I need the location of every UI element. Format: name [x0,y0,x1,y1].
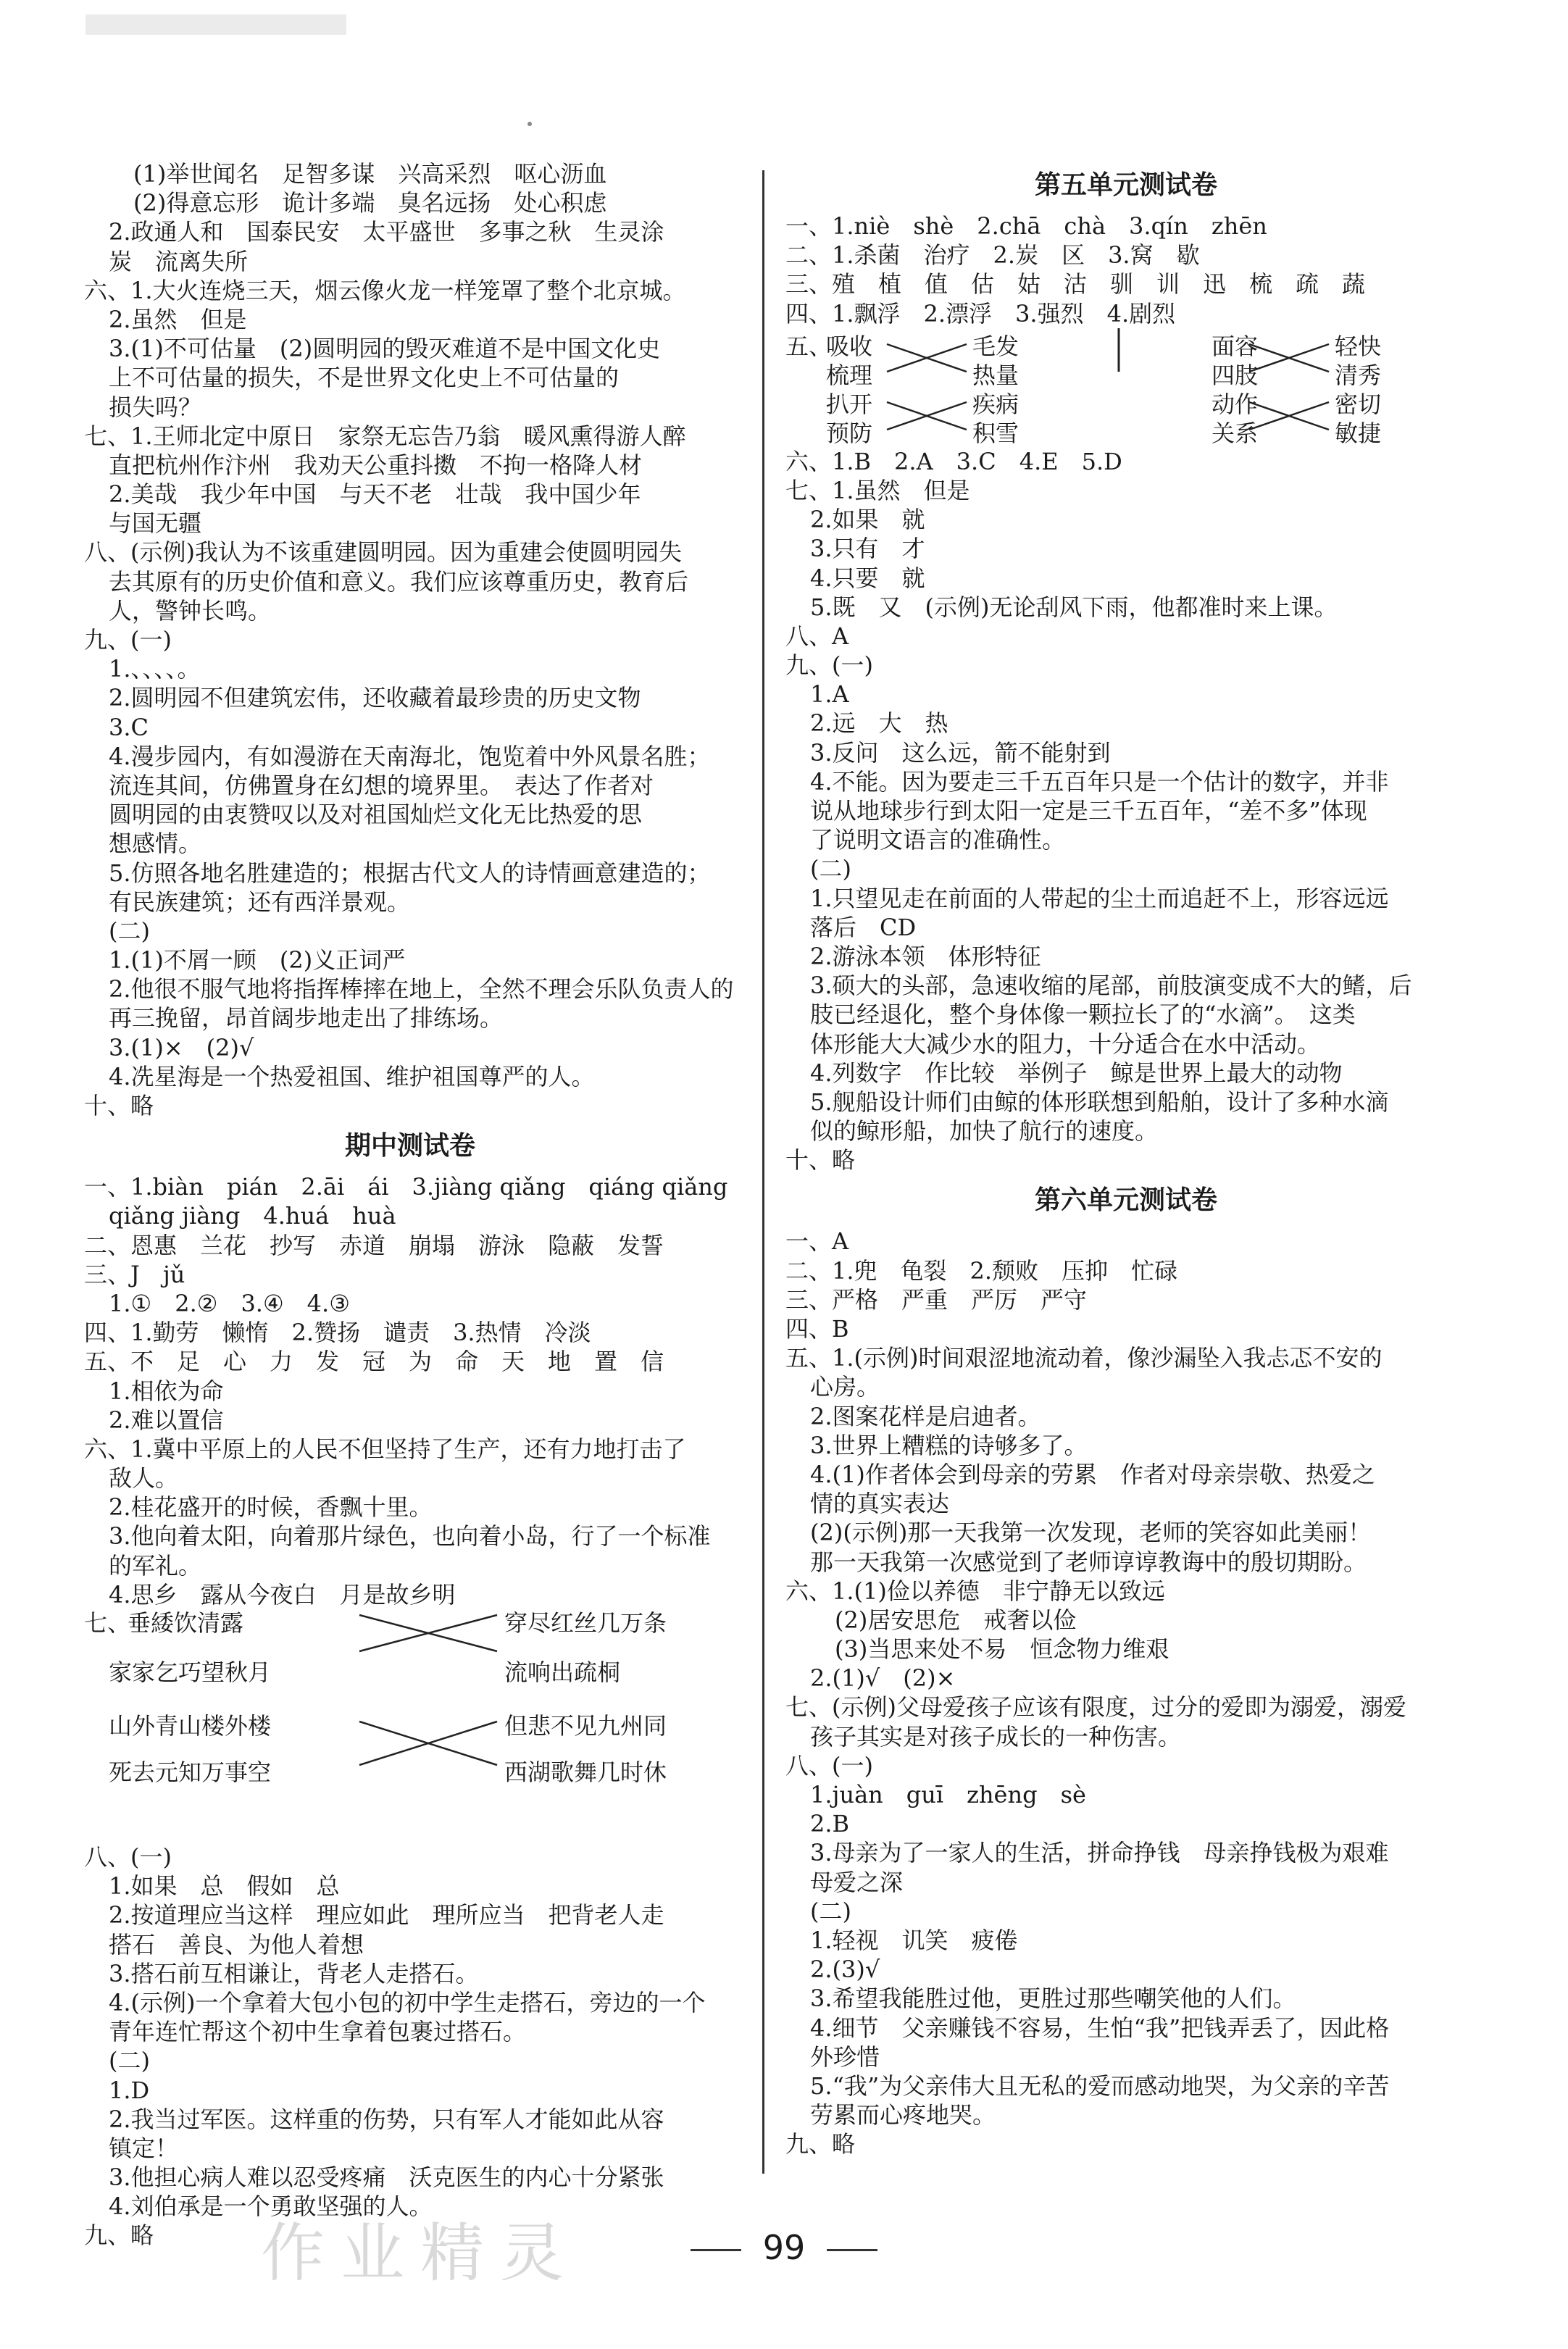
answer-line: 一、1.biàn pián 2.āi ái 3.jiàng qiǎng qiáng qiǎng [84,1173,728,1201]
answer-line: 体形能大大减少水的阻力，十分适合在水中活动。 [810,1030,1321,1058]
answer-line: 4.细节 父亲赚钱不容易，生怕“我”把钱弄丢了，因此格 [810,2014,1390,2042]
answer-line: 九、略 [785,2130,856,2158]
poem-left-1: 垂緌饮清露 [128,1609,244,1637]
answer-line: 一、A [785,1227,849,1256]
left-answers-part3 [84,1843,736,2250]
answer-line: 2.虽然 但是 [109,305,247,333]
answer-line: 七、(示例)父母爱孩子应该有限度，过分的爱即为溺爱，溺爱 [785,1693,1406,1722]
answer-line: 四、1.勤劳 懒惰 2.赞扬 谴责 3.热情 冷淡 [84,1319,591,1347]
answer-line: 八、(一) [785,1751,873,1780]
answer-line: 2.美哉 我少年中国 与天不老 壮哉 我中国少年 [109,480,641,509]
answer-line: 2.圆明园不但建筑宏伟，还收藏着最珍贵的历史文物 [109,684,641,712]
poem-left-4: 死去元知万事空 [109,1758,272,1786]
word-g1-left-1: 吸收 [826,332,873,360]
right-answers-part2 [785,447,1467,1175]
answer-line: 3.希望我能胜过他，更胜过那些嘲笑他的人们。 [810,1985,1296,2013]
poem-match-label: 七、 [84,1609,131,1637]
left-answers-part1 [84,159,736,1120]
word-g2-right-3: 密切 [1335,390,1382,418]
answer-line: 人，警钟长鸣。 [109,596,272,625]
answer-line: 七、1.虽然 但是 [785,476,970,504]
answer-line: 4.思乡 露从今夜白 月是故乡明 [109,1580,456,1609]
answer-line: 1.A [810,680,849,709]
answer-line: 2.他很不服气地将指挥棒摔在地上，全然不理会乐队负责人的 [109,975,734,1004]
word-matching [785,328,1467,447]
answer-line: 4.冼星海是一个热爱祖国、维护祖国尊严的人。 [109,1062,595,1090]
answer-line: 3.C [109,713,149,741]
answer-line: 4.(示例)一个拿着大包小包的初中学生走搭石，旁边的一个 [109,1988,706,2016]
answer-line: 的军礼。 [109,1551,202,1580]
right-column [785,159,1467,2158]
word-g1-left-4: 预防 [826,419,873,447]
answer-line: 七、1.王师北定中原日 家祭无忘告乃翁 暖风熏得游人醉 [84,422,686,450]
word-g2-left-4: 关系 [1212,419,1259,447]
answer-line: 3.(1)不可估量 (2)圆明园的毁灭难道不是中国文化史 [109,335,661,363]
word-g1-left-2: 梳理 [826,361,873,389]
answer-line: 心房。 [810,1373,880,1401]
answer-line: 四、B [785,1315,849,1343]
poem-right-4: 西湖歌舞几时休 [504,1758,667,1786]
answer-line: 3.只有 才 [810,535,925,563]
answer-line: 外珍惜 [810,2043,880,2071]
answer-line: 九、(一) [84,626,172,654]
answer-line: 3.搭石前互相谦让，背老人走搭石。 [109,1959,479,1987]
answer-line: 5.既 又 (示例)无论刮风下雨，他都准时来上课。 [810,593,1338,621]
poem-right-1: 穿尽红丝几万条 [504,1609,667,1637]
answer-line: 敌人。 [109,1464,179,1493]
section-heading-unit6: 第六单元测试卷 [1034,1185,1217,1216]
answer-line: 那一天我第一次感觉到了老师谆谆教诲中的殷切期盼。 [810,1548,1367,1576]
poem-matching [84,1609,736,1843]
answer-line: 2.难以置信 [109,1406,224,1434]
answer-line: 4.只要 就 [810,564,925,592]
answer-line: 3.(1)× (2)√ [109,1033,254,1061]
page-number-dash-left [691,2249,741,2251]
answer-line: 5.“我”为父亲伟大且无私的爱而感动地哭，为父亲的辛苦 [810,2071,1390,2100]
answer-line: 2.如果 就 [810,506,925,534]
answer-line: 二、1.杀菌 治疗 2.炭 区 3.窝 歇 [785,241,1200,270]
answer-line: 五、不 足 心 力 发 冠 为 命 天 地 置 信 [84,1348,664,1376]
word-g1-right-1: 毛发 [972,332,1019,360]
answer-line: 二、恩惠 兰花 抄写 赤道 崩塌 游泳 隐蔽 发誓 [84,1231,664,1259]
answer-line: 2.按道理应当这样 理应如此 理所应当 把背老人走 [109,1901,664,1929]
answer-line: 似的鲸形船，加快了航行的速度。 [810,1117,1159,1146]
poem-right-2: 流响出疏桐 [504,1659,621,1686]
answer-line: (二) [810,855,851,883]
answer-line: 三、J jǔ [84,1260,185,1288]
answer-line: 4.刘伯承是一个勇敢坚强的人。 [109,2192,433,2221]
answer-line: 二、1.兜 龟裂 2.颓败 压抑 忙碌 [785,1256,1178,1285]
answer-line: 有民族建筑；还有西洋景观。 [109,888,411,916]
answer-line: 1.轻视 讥笑 疲倦 [810,1926,1018,1954]
word-g1-left-3: 扒开 [826,390,873,418]
answer-line: 六、1.大火连烧三天，烟云像火龙一样笼罩了整个北京城。 [84,276,686,304]
answer-line: 2.桂花盛开的时候，香飘十里。 [109,1493,433,1522]
answer-line: 九、略 [84,2221,154,2250]
answer-line: (3)当思来处不易 恒念物力维艰 [835,1635,1169,1664]
answer-line: 1.D [109,2076,150,2104]
answer-line: 四、1.飘浮 2.漂浮 3.强烈 4.剧烈 [785,299,1176,327]
answer-line: 5.仿照各地名胜建造的；根据古代文人的诗情画意建造的； [109,859,711,887]
answer-line: 4.列数字 作比较 举例子 鲸是世界上最大的动物 [810,1059,1343,1087]
answer-line: 1.如果 总 假如 总 [109,1872,340,1901]
answer-line: 去其原有的历史价值和意义。我们应该尊重历史，教育后 [109,567,689,596]
left-answers-part2 [84,1172,736,1609]
answer-line: 了说明文语言的准确性。 [810,826,1066,854]
word-g1-right-3: 疾病 [972,390,1019,418]
page-number-dash-right [827,2249,877,2251]
word-g2-left-2: 四肢 [1212,361,1259,389]
poem-left-2: 家家乞巧望秋月 [109,1659,272,1686]
word-g1-right-2: 热量 [972,361,1019,389]
answer-line: (二) [810,1897,851,1925]
answer-line: 2.B [810,1810,850,1838]
answer-line: 1.juàn guī zhēng sè [810,1781,1086,1808]
header-strip [86,14,346,35]
answer-line: (2)得意忘形 诡计多端 臭名远扬 处心积虑 [133,189,607,217]
left-column [84,159,736,2250]
word-match-label: 五、 [785,332,833,360]
answer-line: 八、(一) [84,1843,172,1871]
answer-line: 一、1.niè shè 2.chā chà 3.qín zhēn [785,212,1267,240]
answer-line: 八、A [785,622,849,650]
print-dot [527,122,532,126]
answer-line: 1.只望见走在前面的人带起的尘土而追赶不上，形容远远 [810,884,1389,912]
answer-line: 2.游泳本领 体形特征 [810,942,1041,970]
answer-line: 2.(3)√ [810,1956,880,1984]
word-g2-right-2: 清秀 [1335,361,1382,389]
page-number [0,2228,1568,2267]
answer-line: 五、1.(示例)时间艰涩地流动着，像沙漏坠入我忐忑不安的 [785,1344,1383,1372]
answer-line: 1.相依为命 [109,1377,224,1405]
answer-line: 再三挽留，昂首阔步地走出了排练场。 [109,1004,504,1032]
answer-line: 损失吗？ [109,393,202,421]
answer-line: 十、略 [785,1146,856,1174]
section-heading-midterm: 期中测试卷 [344,1131,475,1161]
answer-line: 六、1.冀中平原上的人民不但坚持了生产，还有力地打击了 [84,1435,686,1463]
answer-line: 肢已经退化，整个身体像一颗拉长了的“水滴”。 这类 [810,1001,1356,1029]
answer-line: 三、严格 严重 严厉 严守 [785,1285,1088,1314]
section-heading-unit5: 第五单元测试卷 [1034,170,1217,200]
answer-line: 镇定！ [109,2134,179,2162]
word-g2-right-4: 敏捷 [1335,419,1382,447]
answer-line: 3.硕大的头部，急速收缩的尾部，前肢演变成不大的鳍，后 [810,972,1412,1000]
answer-line: (二) [109,2047,150,2075]
answer-line: 5.舰船设计师们由鲸的体形联想到船舶，设计了多种水滴 [810,1088,1389,1116]
answer-line: 情的真实表达 [810,1490,950,1518]
poem-right-3: 但悲不见九州同 [504,1712,667,1740]
answer-line: 流连其间，仿佛置身在幻想的境界里。 表达了作者对 [109,771,654,799]
answer-line: 3.反问 这么远，箭不能射到 [810,738,1111,767]
answer-line: 3.他担心病人难以忍受疼痛 沃克医生的内心十分紧张 [109,2164,664,2192]
word-g2-left-1: 面容 [1212,332,1259,360]
answer-line: 上不可估量的损失，不是世界文化史上不可估量的 [109,364,620,392]
answer-line: 2.我当过军医。这样重的伤势，只有军人才能如此从容 [109,2105,664,2133]
right-answers-part1 [785,212,1467,328]
right-answers-part3 [785,1227,1467,2158]
answer-line: (2)居安思危 戒奢以俭 [835,1606,1077,1634]
answer-line: 说从地球步行到太阳一定是三千五百年，“差不多”体现 [810,797,1367,825]
answer-line: (二) [109,917,150,945]
answer-line: 2.政通人和 国泰民安 太平盛世 多事之秋 生灵涂 [109,218,664,246]
answer-line: 1.、、、、。 [109,655,201,683]
answer-line: 4.漫步园内，有如漫游在天南海北，饱览着中外风景名胜； [109,742,711,770]
answer-line: 1.(1)不屑一顾 (2)义正词严 [109,946,406,975]
answer-line: 圆明园的由衷赞叹以及对祖国灿烂文化无比热爱的思 [109,801,643,829]
answer-line: 六、1.B 2.A 3.C 4.E 5.D [785,447,1122,475]
answer-line: 劳累而心疼地哭。 [810,2101,996,2129]
answer-line: 孩子其实是对孩子成长的一种伤害。 [810,1722,1182,1751]
answer-line: 直把杭州作汴州 我劝天公重抖擞 不拘一格降人材 [109,451,643,479]
answer-line: 与国无疆 [109,509,202,538]
answer-line: 2.图案花样是启迪者。 [810,1402,1041,1430]
answer-line: 3.他向着太阳，向着那片绿色，也向着小岛，行了一个标准 [109,1522,711,1551]
answer-line: (1)举世闻名 足智多谋 兴高采烈 呕心沥血 [133,160,607,188]
answer-line: qiǎng jiàng 4.huá huà [109,1202,396,1230]
answer-line: 2.(1)√ (2)× [810,1664,956,1693]
word-g2-left-3: 动作 [1212,390,1259,418]
answer-line: 3.母亲为了一家人的生活，拼命挣钱 母亲挣钱极为艰难 [810,1839,1389,1867]
answer-line: 落后 CD [810,913,917,941]
answer-line: 3.世界上糟糕的诗够多了。 [810,1431,1088,1459]
word-g2-right-1: 轻快 [1335,332,1382,360]
answer-line: 炭 流离失所 [109,247,249,275]
word-g1-right-4: 积雪 [972,419,1019,447]
page-number-value: 99 [762,2228,806,2267]
answer-line: 三、殖 植 值 估 姑 沽 驯 训 迅 梳 疏 蔬 [785,270,1366,299]
answer-line: 九、(一) [785,651,873,680]
answer-line: 搭石 善良、为他人着想 [109,1930,364,1958]
answer-line: 1.① 2.② 3.④ 4.③ [109,1289,350,1317]
watermark-logo: 作业精灵 [261,2216,580,2290]
column-divider [762,170,764,2174]
answer-line: 青年连忙帮这个初中生拿着包裹过搭石。 [109,2018,527,2046]
poem-left-3: 山外青山楼外楼 [109,1712,272,1740]
answer-line: 八、(示例)我认为不该重建圆明园。因为重建会使圆明园失 [84,538,682,567]
answer-line: 4.(1)作者体会到母亲的劳累 作者对母亲崇敬、热爱之 [810,1460,1375,1488]
answer-line: (2)(示例)那一天我第一次发现，老师的笑容如此美丽！ [810,1519,1372,1547]
answer-line: 想感情。 [109,830,202,858]
answer-line: 2.远 大 热 [810,709,948,738]
answer-line: 4.不能。因为要走三千五百年只是一个估计的数字，并非 [810,767,1389,796]
answer-line: 母爱之深 [810,1868,904,1896]
answer-line: 六、1.(1)俭以养德 非宁静无以致远 [785,1577,1165,1605]
answer-line: 十、略 [84,1092,154,1119]
